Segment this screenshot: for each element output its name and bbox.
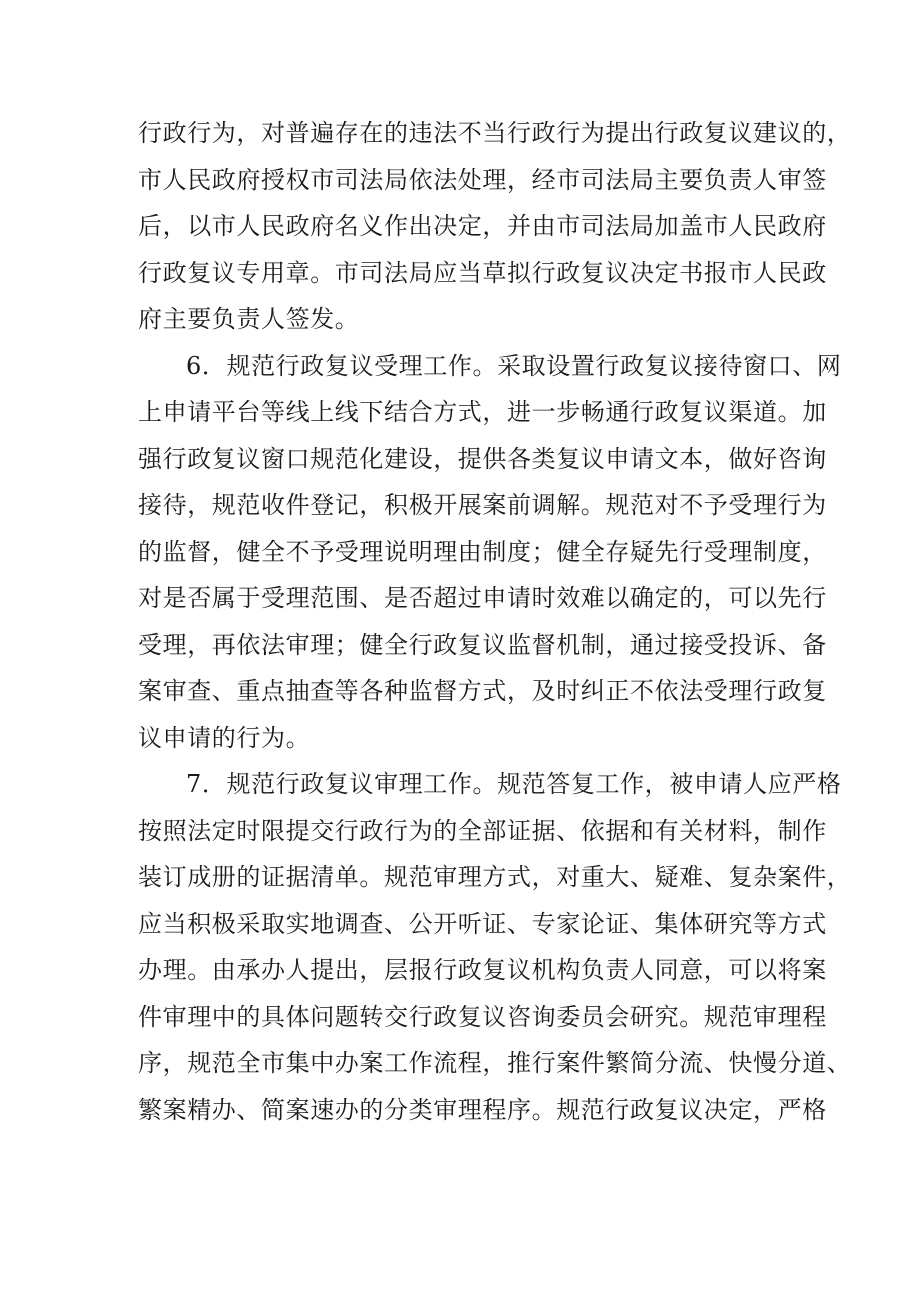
text-line: 上申请平台等线上线下结合方式，进一步畅通行政复议渠道。加: [138, 398, 827, 426]
text-line: 6．规范行政复议受理工作。采取设置行政复议接待窗口、网: [186, 351, 842, 380]
text-line: 接待，规范收件登记，积极开展案前调解。规范对不予受理行为: [138, 491, 827, 519]
text-line: 府主要负责人签发。: [138, 305, 360, 333]
paragraph-item-6: [138, 343, 842, 762]
text-line: 行政复议专用章。市司法局应当草拟行政复议决定书报市人民政: [138, 258, 827, 287]
text-line: 繁案精办、简案速办的分类审理程序。规范行政复议决定，严格: [138, 1095, 827, 1124]
text-line: 应当积极采取实地调查、公开听证、专家论证、集体研究等方式: [138, 909, 827, 938]
text-line: 强行政复议窗口规范化建设，提供各类复议申请文本，做好咨询: [138, 444, 827, 473]
text-line: 按照法定时限提交行政行为的全部证据、依据和有关材料，制作: [138, 816, 827, 845]
text-line: 市人民政府授权市司法局依法处理，经市司法局主要负责人审签: [138, 165, 827, 194]
text-line: 办理。由承办人提出，层报行政复议机构负责人同意，可以将案: [138, 956, 827, 984]
text-line: 受理，再依法审理；健全行政复议监督机制，通过接受投诉、备: [138, 630, 827, 659]
text-line: 装订成册的证据清单。规范审理方式，对重大、疑难、复杂案件，: [138, 863, 852, 891]
paragraph-item-7: [138, 761, 852, 1133]
text-line: 议申请的行为。: [138, 723, 311, 752]
text-line: 行政行为，对普遍存在的违法不当行政行为提出行政复议建议的，: [138, 119, 852, 147]
document-body: [138, 110, 852, 1133]
paragraph-continuation: [138, 110, 852, 343]
text-line: 序，规范全市集中办案工作流程，推行案件繁简分流、快慢分道、: [138, 1049, 852, 1077]
text-line: 案审查、重点抽查等各种监督方式，及时纠正不依法受理行政复: [138, 677, 827, 705]
text-line: 件审理中的具体问题转交行政复议咨询委员会研究。规范审理程: [138, 1002, 827, 1031]
text-line: 对是否属于受理范围、是否超过申请时效难以确定的，可以先行: [138, 584, 827, 612]
text-line: 的监督，健全不予受理说明理由制度；健全存疑先行受理制度，: [138, 537, 827, 566]
text-line: 后，以市人民政府名义作出决定，并由市司法局加盖市人民政府: [138, 212, 827, 240]
text-line: 7．规范行政复议审理工作。规范答复工作，被申请人应严格: [186, 770, 842, 798]
